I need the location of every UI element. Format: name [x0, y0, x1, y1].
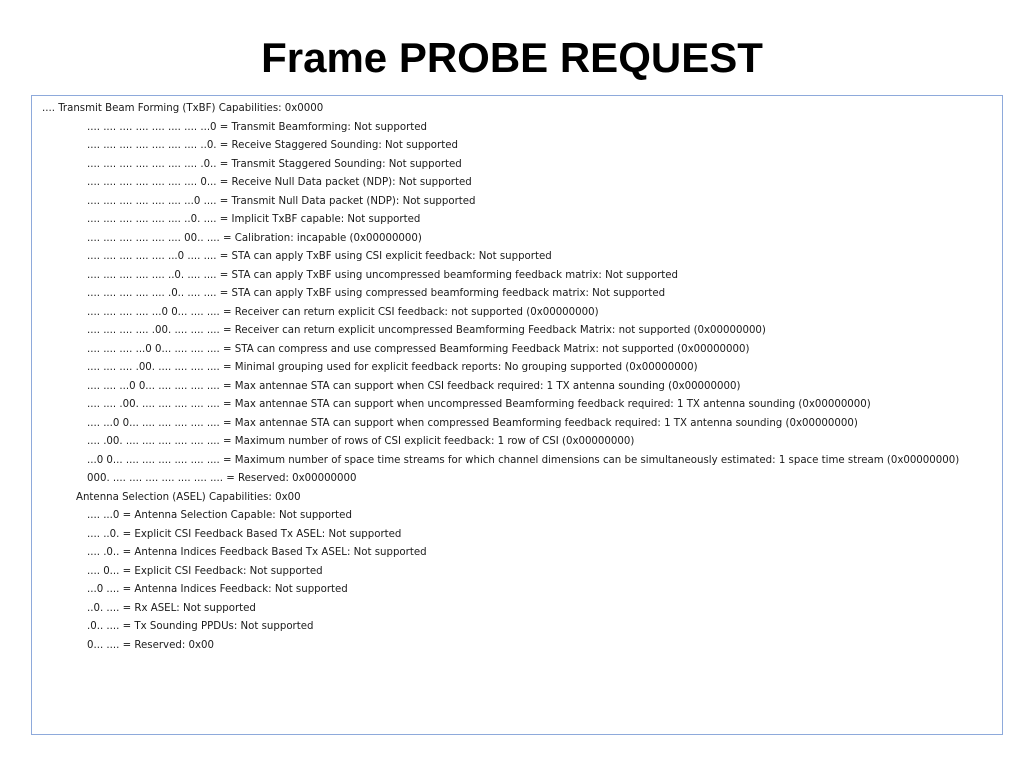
detail-line: .... Transmit Beam Forming (TxBF) Capabilities: 0x0000 — [42, 103, 324, 114]
detail-line: .... .... .... .... .... ..0. .... .... = STA can apply TxBF using uncompressed beamforming feedback matrix: Not supported — [87, 269, 679, 281]
detail-line: .... .... .00. .... .... .... .... .... = Max antennae STA can support when uncompressed Beamforming feedback required: 1 TX antenna sounding (0x00000000) — [87, 399, 871, 410]
detail-line: .... .... .... ...0 0... .... .... .... = STA can compress and use compressed Beamforming Feedback Matrix: not supported (0x00000000) — [87, 343, 750, 355]
detail-line: .... .... .... .... .... .0.. .... .... = STA can apply TxBF using compressed beamforming feedback matrix: Not supported — [87, 288, 666, 299]
detail-line: .... .... .... .00. .... .... .... .... = Minimal grouping used for explicit feedback reports: No grouping supported (0x00000000) — [87, 362, 698, 373]
detail-line: .... .... ...0 0... .... .... .... .... = Max antennae STA can support when CSI feedback required: 1 TX antenna sounding (0x00000000) — [87, 380, 741, 392]
packet-detail-list — [32, 102, 1002, 657]
detail-line: .... ..0. = Explicit CSI Feedback Based Tx ASEL: Not supported — [87, 528, 402, 540]
detail-line: ...0 0... .... .... .... .... .... .... = Maximum number of space time streams for which channel dimensions can be simultaneously estimated: 1 space time stream (0x00000000) — [87, 454, 960, 466]
detail-line: 0... .... = Reserved: 0x00 — [87, 639, 214, 651]
detail-line: .... .... .... .... .00. .... .... .... = Receiver can return explicit uncompressed Beamforming Feedback Matrix: not supported (0x00000000) — [87, 325, 766, 336]
detail-line: .... ...0 0... .... .... .... .... .... = Max antennae STA can support when compressed Beamforming feedback required: 1 TX antenna sounding (0x00000000) — [87, 417, 858, 429]
slide-title: Frame PROBE REQUEST — [261, 34, 763, 81]
detail-line: .... .0.. = Antenna Indices Feedback Based Tx ASEL: Not supported — [87, 547, 427, 558]
detail-line: Antenna Selection (ASEL) Capabilities: 0x00 — [76, 491, 301, 503]
detail-line: .... .... .... .... .... .... .... 0... = Receive Null Data packet (NDP): Not supported — [87, 177, 472, 188]
detail-line: .... .... .... .... .... .... .... ..0. = Receive Staggered Sounding: Not supported — [87, 140, 458, 151]
detail-line: .... .... .... .... .... .... .... ...0 = Transmit Beamforming: Not supported — [87, 121, 427, 133]
detail-line: .... .00. .... .... .... .... .... .... = Maximum number of rows of CSI explicit feedback: 1 row of CSI (0x00000000) — [87, 436, 635, 447]
detail-line: ...0 .... = Antenna Indices Feedback: Not supported — [87, 584, 348, 595]
content-box — [31, 95, 1003, 735]
detail-line: .... ...0 = Antenna Selection Capable: Not supported — [87, 510, 352, 521]
detail-line: .... .... .... .... .... .... .... .0.. = Transmit Staggered Sounding: Not supported — [87, 158, 462, 170]
detail-line: .... 0... = Explicit CSI Feedback: Not supported — [87, 565, 323, 577]
detail-line: .... .... .... .... .... ...0 .... .... = STA can apply TxBF using CSI explicit feedback: Not supported — [87, 251, 552, 262]
detail-line: .... .... .... .... ...0 0... .... .... = Receiver can return explicit CSI feedback: not supported (0x00000000) — [87, 306, 599, 318]
detail-line: 000. .... .... .... .... .... .... .... = Reserved: 0x00000000 — [87, 473, 357, 484]
detail-line: .0.. .... = Tx Sounding PPDUs: Not supported — [87, 621, 314, 632]
detail-line: .... .... .... .... .... .... 00.. .... = Calibration: incapable (0x00000000) — [87, 232, 422, 244]
detail-line: .... .... .... .... .... .... ...0 .... = Transmit Null Data packet (NDP): Not supported — [87, 195, 476, 207]
detail-line: .... .... .... .... .... .... ..0. .... = Implicit TxBF capable: Not supported — [87, 214, 421, 225]
detail-line: ..0. .... = Rx ASEL: Not supported — [87, 602, 256, 614]
